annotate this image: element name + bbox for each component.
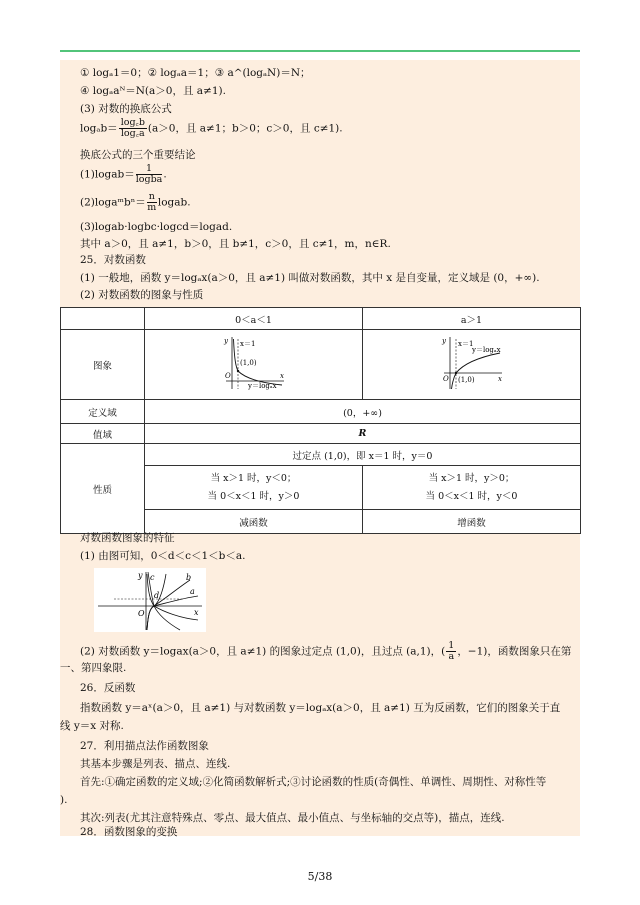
origin-label: O [224, 372, 231, 380]
text-line: (3) 对数的换底公式 [80, 103, 172, 115]
point-label: (1,0) [239, 359, 257, 367]
origin-label: O [138, 609, 145, 618]
text-line: 换底公式的三个重要结论 [80, 149, 196, 161]
fixed-point-line [80, 641, 571, 662]
change-base-formula [80, 118, 343, 139]
text-segment: (2) 对数函数 y＝logax(a＞0，且 a≠1) 的图象过定点 (1,0)，且过点 (a,1)， [80, 645, 442, 658]
formula-tail: logab. [157, 196, 191, 209]
sign-rule: 当 0＜x＜1 时，y＞0 [207, 490, 300, 502]
text-segment: ( [441, 645, 446, 658]
formula-lhs: aᵐbⁿ＝ [111, 196, 146, 209]
feature-graph [94, 568, 206, 632]
x-axis-label: x [194, 608, 199, 617]
column-header: a＞1 [363, 308, 581, 330]
conclusion-2 [80, 192, 191, 213]
monotonic-cell-gt1: 增函数 [363, 510, 581, 534]
fraction-denominator: m [147, 202, 157, 213]
text-line: (1) 由图可知，0＜d＜c＜1＜b＜a. [80, 550, 246, 562]
y-axis-label: y [441, 337, 446, 345]
point-label: (1,0) [457, 376, 475, 384]
log-graph-decreasing [222, 335, 286, 391]
sign-rule: 当 x＞1 时，y＜0； [210, 472, 297, 484]
asymptote-label: x＝1 [457, 340, 473, 348]
text-segment: ，−1) [457, 645, 488, 658]
sign-cell-gt1 [363, 466, 581, 510]
formula-tail: . [163, 168, 167, 181]
curve-label-d: d [154, 591, 160, 600]
row-label: 性质 [61, 444, 145, 534]
text-line: (1) 一般地，函数 y＝logₐx(a＞0，且 a≠1) 叫做对数函数，其中 x 是自变量，定义域是 (0，+∞). [80, 272, 540, 284]
curve-label: y＝logₐx [247, 382, 277, 390]
sign-cell-lt1 [145, 466, 363, 510]
origin-label: O [442, 375, 449, 383]
x-axis-label: x [279, 372, 284, 380]
section-heading: 26．反函数 [80, 682, 136, 694]
curve-label-c: c [150, 573, 155, 582]
domain-cell: (0，+∞) [145, 400, 581, 424]
fraction [446, 641, 456, 662]
row-label: 值域 [61, 424, 145, 444]
text-line: 首先:①确定函数的定义域;②化简函数解析式;③讨论函数的性质(奇偶性、单调性、周期性、对称性等 [80, 776, 547, 788]
formula-lhs: (1)log [80, 168, 112, 181]
row-label: 图象 [61, 330, 145, 400]
fraction [119, 118, 147, 139]
curve-label: y＝logₐx [471, 346, 501, 354]
graph-cell-lt1 [145, 330, 363, 400]
text-line: 指数函数 y＝aˣ(a＞0，且 a≠1) 与对数函数 y＝logₐx(a＞0，且 a≠1) 互为反函数，它们的图象关于直 [80, 702, 561, 714]
graph-cell-gt1 [363, 330, 581, 400]
formula-lhs: ab＝ [111, 168, 135, 181]
fixed-point-cell: 过定点 (1,0)，即 x＝1 时，y＝0 [145, 444, 581, 466]
sign-rule: 当 x＞1 时，y＞0； [428, 472, 515, 484]
text-line: 线 y＝x 对称. [60, 720, 124, 732]
header-rule [60, 50, 580, 52]
y-axis-label: y [223, 337, 228, 345]
page-content [60, 60, 580, 836]
row-label: 定义域 [61, 400, 145, 424]
text-line: (3)logab·logbc·logcd＝logad. [80, 221, 233, 233]
x-axis-label: x [497, 375, 502, 383]
fraction-denominator: logba [135, 174, 163, 185]
text-line: ① logₐ1＝0；② logₐa＝1；③ a^(logₐN)＝N； [80, 67, 311, 79]
text-segment: ，函数图象只在第 [487, 645, 572, 658]
text-line: 对数函数图象的特征 [80, 532, 175, 544]
log-graph-increasing [440, 335, 504, 391]
log-properties-table [60, 307, 581, 534]
fraction-numerator: log꜀b [120, 117, 145, 128]
text-line: ). [60, 794, 68, 806]
text-line: 其次:列表(尤其注意特殊点、零点、最大值点、最小值点、与坐标轴的交点等)，描点，连线. [80, 812, 505, 824]
text-line: (2) 对数函数的图象与性质 [80, 289, 204, 301]
section-heading: 25．对数函数 [80, 254, 146, 266]
fraction-denominator: a [448, 651, 455, 662]
fraction [136, 164, 163, 185]
fraction-numerator: 1 [136, 164, 163, 175]
curve-label-a: a [190, 587, 195, 596]
text-line: 一、第四象限. [60, 662, 127, 674]
curve-label-b: b [186, 573, 192, 582]
page-number: 5/38 [307, 870, 333, 883]
section-heading: 28．函数图象的变换 [80, 826, 178, 838]
monotonic-cell-lt1: 减函数 [145, 510, 363, 534]
formula-condition: (a＞0，且 a≠1；b＞0；c＞0，且 c≠1). [147, 122, 343, 135]
range-cell: R [145, 424, 581, 444]
section-heading: 27．利用描点法作函数图象 [80, 740, 209, 752]
text-line: ④ logₐaᴺ＝N(a＞0，且 a≠1). [80, 85, 226, 97]
fraction-numerator: 1 [448, 640, 455, 651]
formula-lhs: logₐb＝ [80, 122, 118, 135]
fraction-numerator: n [148, 191, 155, 202]
sign-rule: 当 0＜x＜1 时，y＜0 [425, 490, 518, 502]
conclusion-1 [80, 164, 167, 185]
text-line: 其基本步骤是列表、描点、连线. [80, 758, 231, 770]
text-line: 其中 a＞0，且 a≠1，b＞0，且 b≠1，c＞0，且 c≠1，m，n∈R. [80, 238, 391, 250]
fraction-denominator: log꜀a [120, 128, 145, 139]
fraction [147, 192, 157, 213]
asymptote-label: x＝1 [239, 340, 255, 348]
column-header: 0＜a＜1 [145, 308, 363, 330]
formula-lhs: (2)log [80, 196, 112, 209]
y-axis-label: y [138, 571, 143, 580]
table-corner [61, 308, 145, 330]
